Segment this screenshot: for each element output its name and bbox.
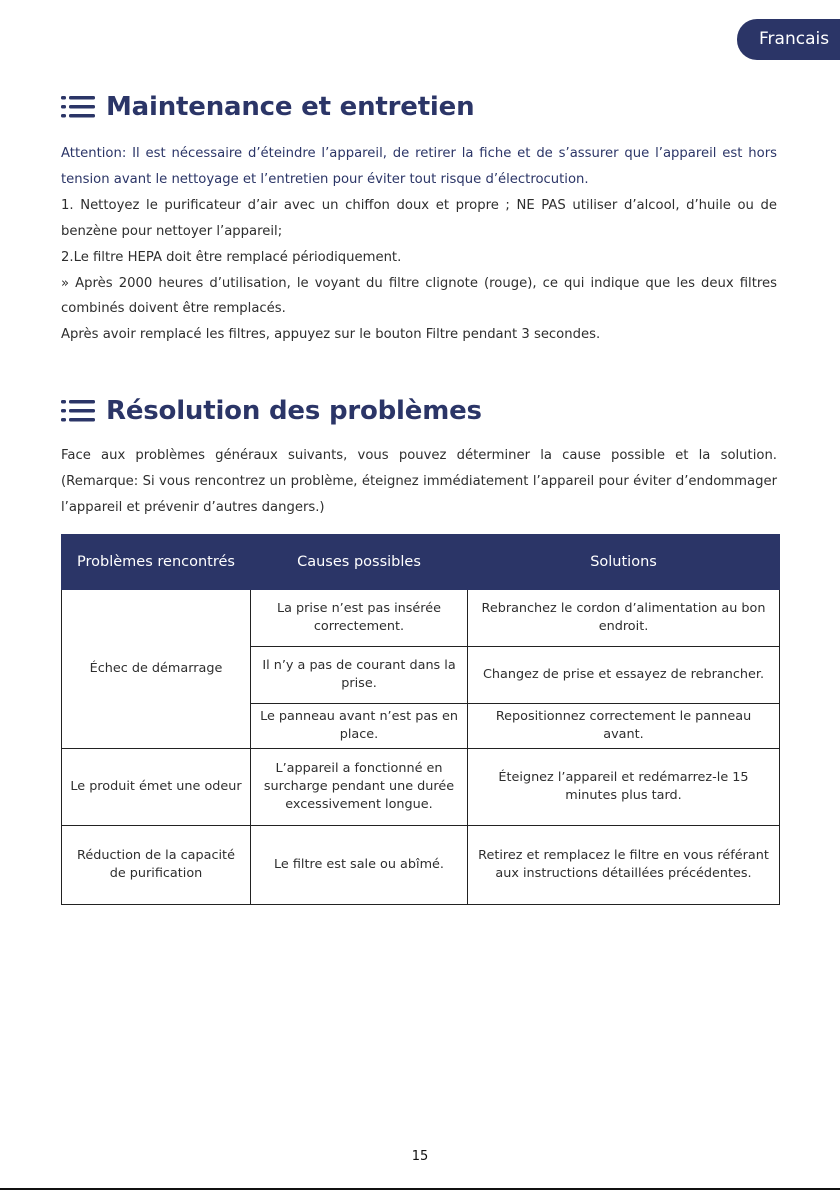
attention-note: Attention: Il est nécessaire d’éteindre l’appareil, de retirer la fiche et de s’assurer que l’appareil est hors tension avant le nettoyage et l’entretien pour éviter tout risque d’électrocution. [61, 146, 777, 187]
maintenance-heading [61, 92, 474, 122]
page-number: 15 [411, 1149, 429, 1164]
intro-text: Face aux problèmes généraux suivants, vous pouvez déterminer la cause possible et la solution. (Remarque: Si vous rencontrez un problème, éteignez immédiatement l’appareil pour éviter d’endommager l’appareil et prévenir d’autres dangers.) [61, 448, 777, 515]
troubleshooting-table-wrap [61, 534, 779, 905]
table-row [62, 749, 780, 826]
solution-cell: Repositionnez correctement le panneau avant. [468, 704, 780, 749]
solution-cell: Éteignez l’appareil et redémarrez-le 15 minutes plus tard. [468, 749, 780, 826]
troubleshooting-heading [61, 396, 482, 426]
troubleshooting-title: Résolution des problèmes [106, 396, 482, 426]
header-causes: Causes possibles [251, 535, 468, 590]
cause-cell: La prise n’est pas insérée correctement. [251, 590, 468, 647]
cause-cell: Il n’y a pas de courant dans la prise. [251, 647, 468, 704]
troubleshooting-intro [61, 443, 777, 521]
maintenance-item-1: 1. Nettoyez le purificateur d’air avec un chiffon doux et propre ; NE PAS utiliser d’alcool, d’huile ou de benzène pour nettoyer l’appareil; [61, 197, 777, 239]
problem-cell: Réduction de la capacité de purification [62, 826, 251, 905]
footer-rule [0, 1188, 840, 1190]
header-problems: Problèmes rencontrés [62, 535, 251, 590]
table-row [62, 590, 780, 647]
solution-cell: Retirez et remplacez le filtre en vous référant aux instructions détaillées précédentes. [468, 826, 780, 905]
header-solutions: Solutions [468, 535, 780, 590]
cause-cell: L’appareil a fonctionné en surcharge pendant une durée excessivement longue. [251, 749, 468, 826]
maintenance-item-3: » Après 2000 heures d’utilisation, le voyant du filtre clignote (rouge), ce qui indique que les deux filtres combinés doivent être remplacés. [61, 275, 777, 317]
troubleshooting-table [61, 534, 780, 905]
maintenance-item-4: Après avoir remplacé les filtres, appuyez sur le bouton Filtre pendant 3 secondes. [61, 327, 601, 343]
table-header-row [62, 535, 780, 590]
maintenance-item-2: 2.Le filtre HEPA doit être remplacé périodiquement. [61, 249, 402, 265]
language-tab: Francais [737, 19, 840, 60]
maintenance-text [61, 141, 777, 348]
problem-cell: Échec de démarrage [62, 590, 251, 749]
list-icon [61, 94, 95, 120]
table-row [62, 826, 780, 905]
cause-cell: Le panneau avant n’est pas en place. [251, 704, 468, 749]
solution-cell: Rebranchez le cordon d’alimentation au bon endroit. [468, 590, 780, 647]
cause-cell: Le filtre est sale ou abîmé. [251, 826, 468, 905]
problem-cell: Le produit émet une odeur [62, 749, 251, 826]
solution-cell: Changez de prise et essayez de rebrancher. [468, 647, 780, 704]
maintenance-title: Maintenance et entretien [106, 92, 475, 122]
list-icon [61, 398, 95, 424]
